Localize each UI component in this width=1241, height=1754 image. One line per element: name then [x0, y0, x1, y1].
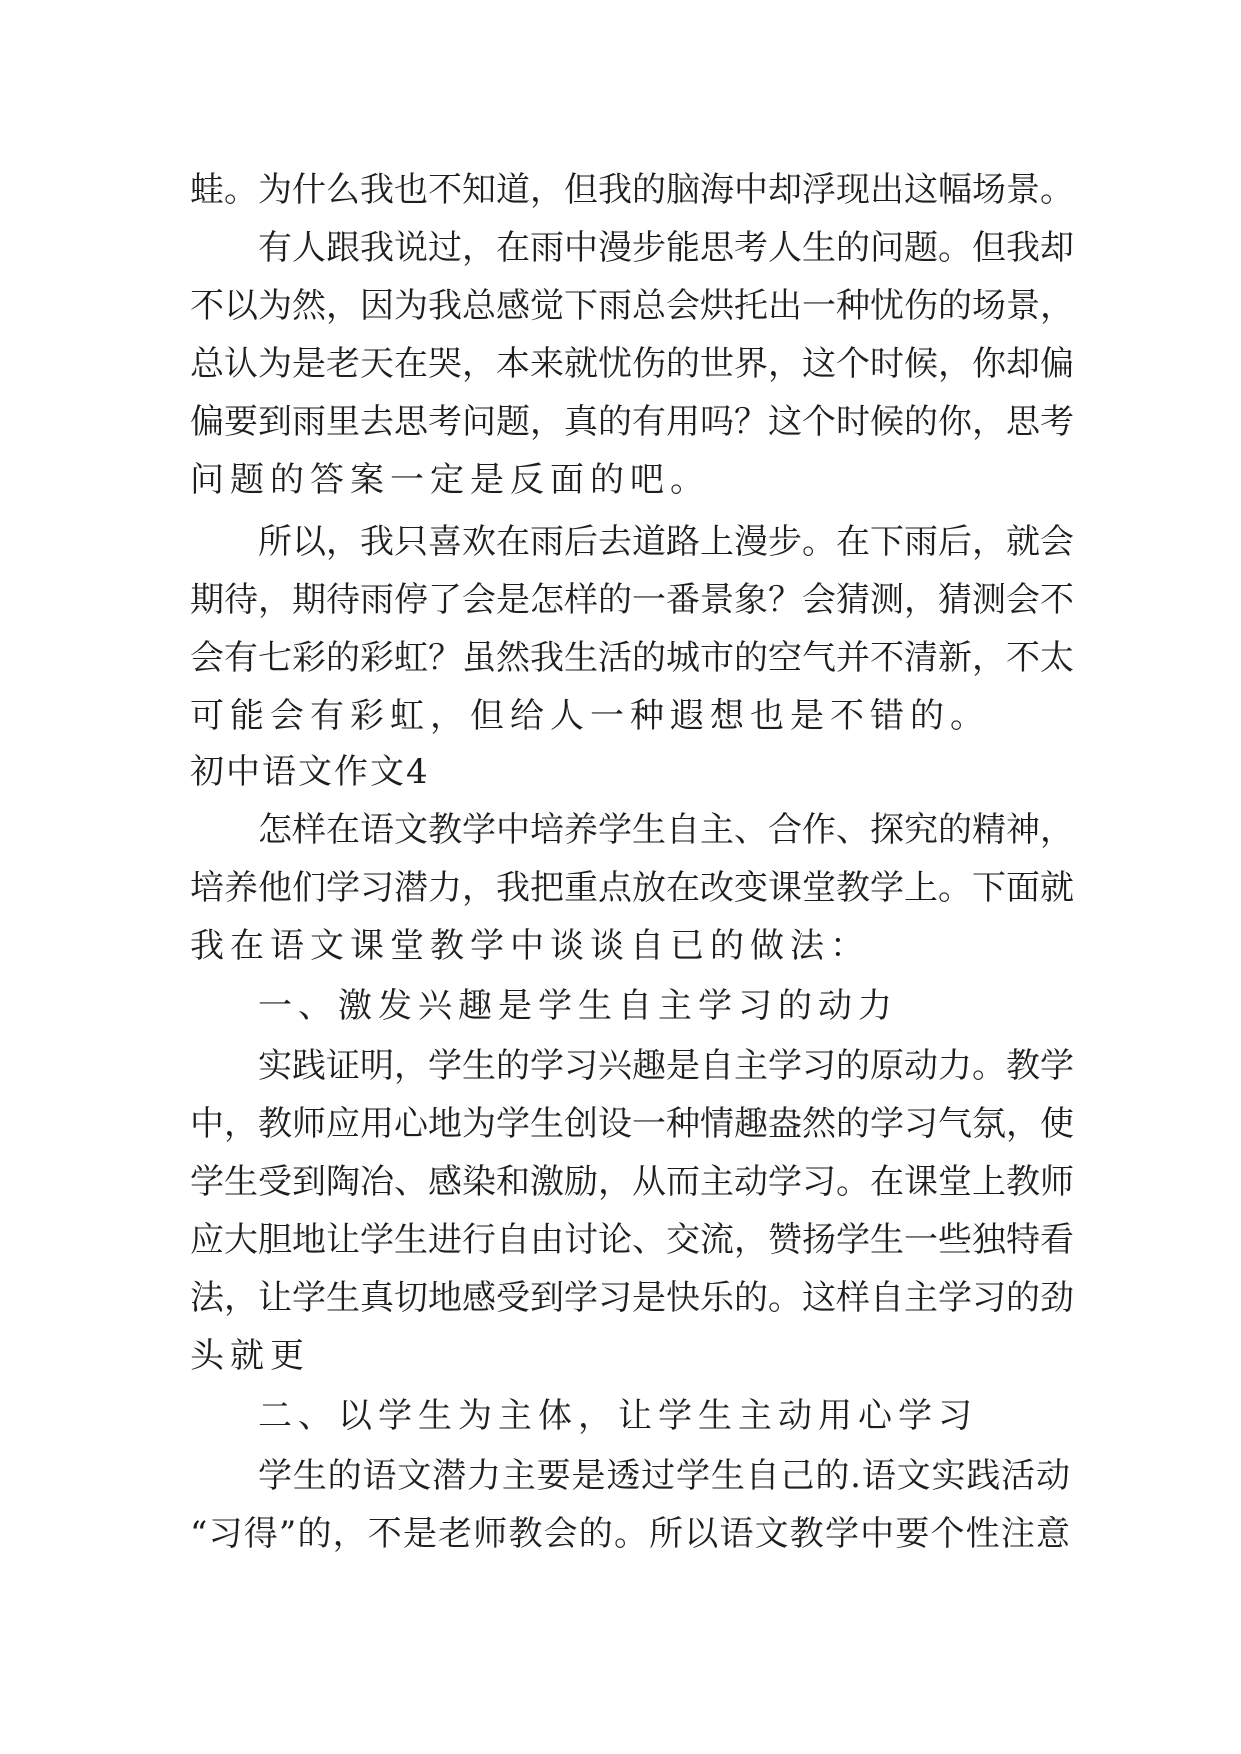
section-title: 初中语文作文4 — [190, 752, 430, 792]
text-line: 法，让学生真切地感受到学习是快乐的。这样自主学习的劲 — [190, 1278, 1074, 1318]
text-line: 会有七彩的彩虹？虽然我生活的城市的空气并不清新，不太 — [190, 638, 1074, 678]
text-line: 怎样在语文教学中培养学生自主、合作、探究的精神， — [258, 810, 1074, 850]
text-line: 学生受到陶冶、感染和激励，从而主动学习。在课堂上教师 — [190, 1162, 1074, 1202]
text-line: “习得”的，不是老师教会的。所以语文教学中要个性注意 — [190, 1514, 1070, 1554]
text-line: 蛙。为什么我也不知道，但我的脑海中却浮现出这幅场景。 — [190, 170, 1074, 210]
text-line: 我在语文课堂教学中谈谈自已的做法： — [190, 926, 870, 966]
subheading: 二、以学生为主体，让学生主动用心学习 — [258, 1396, 978, 1436]
text-line: 有人跟我说过，在雨中漫步能思考人生的问题。但我却 — [258, 228, 1074, 268]
text-line: 所以，我只喜欢在雨后去道路上漫步。在下雨后，就会 — [258, 522, 1074, 562]
text-line: 实践证明，学生的学习兴趣是自主学习的原动力。教学 — [258, 1046, 1074, 1086]
text-line: 不以为然，因为我总感觉下雨总会烘托出一种忧伤的场景， — [190, 286, 1074, 326]
text-line: 期待，期待雨停了会是怎样的一番景象？会猜测，猜测会不 — [190, 580, 1074, 620]
subheading: 一、激发兴趣是学生自主学习的动力 — [258, 986, 898, 1026]
text-line: 中，教师应用心地为学生创设一种情趣盎然的学习气氛，使 — [190, 1104, 1074, 1144]
text-line: 培养他们学习潜力，我把重点放在改变课堂教学上。下面就 — [190, 868, 1074, 908]
text-line: 总认为是老天在哭，本来就忧伤的世界，这个时候，你却偏 — [190, 344, 1074, 384]
text-line: 偏要到雨里去思考问题，真的有用吗？这个时候的你，思考 — [190, 402, 1074, 442]
text-line: 问题的答案一定是反面的吧。 — [190, 460, 710, 500]
text-line: 应大胆地让学生进行自由讨论、交流，赞扬学生一些独特看 — [190, 1220, 1074, 1260]
text-line: 学生的语文潜力主要是透过学生自己的.语文实践活动 — [258, 1456, 1070, 1496]
text-line: 可能会有彩虹，但给人一种遐想也是不错的。 — [190, 696, 990, 736]
text-line: 头就更 — [190, 1336, 310, 1376]
